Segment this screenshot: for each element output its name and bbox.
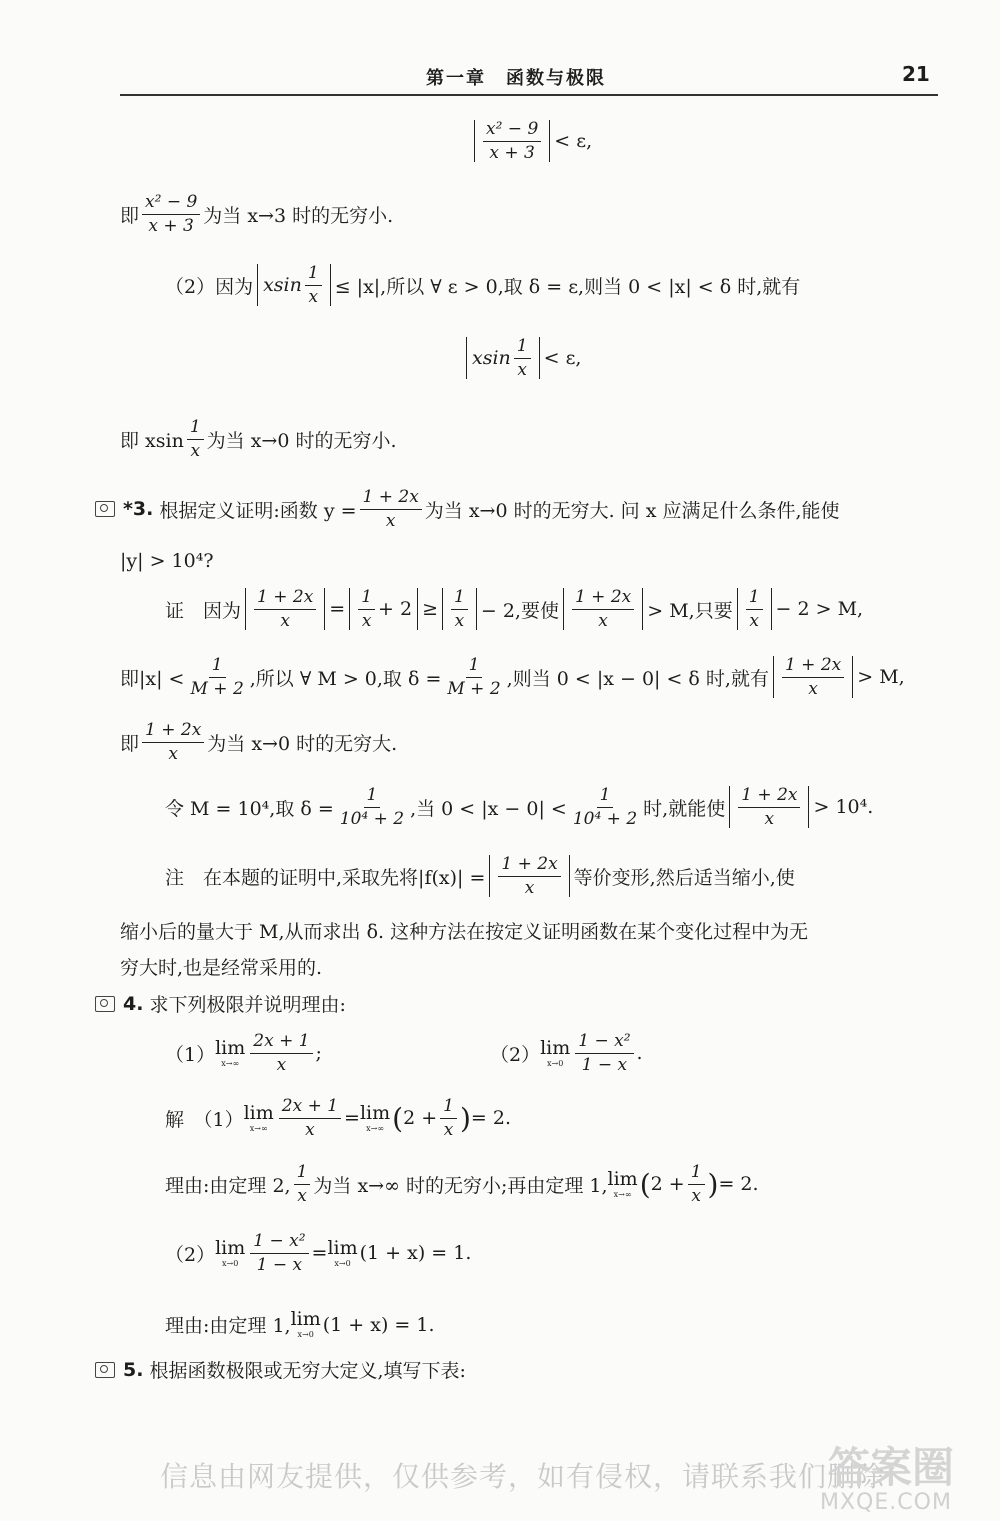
denominator: x xyxy=(305,1119,315,1140)
formula-line-1 xyxy=(470,120,592,162)
numerator: 1 xyxy=(466,656,483,678)
watermark-site: MXQE.COM xyxy=(820,1490,952,1515)
formula-line-4 xyxy=(462,337,581,379)
math-term: xsin xyxy=(472,347,511,370)
abs-value xyxy=(245,588,325,630)
lim-text: lim xyxy=(359,1101,391,1124)
numerator: 1 xyxy=(597,786,614,808)
text-span: 2 + xyxy=(650,1173,685,1196)
fraction xyxy=(250,1232,308,1274)
page-number: 21 xyxy=(902,62,930,86)
text-span: （1） xyxy=(165,1043,216,1066)
solution-1 xyxy=(165,1097,511,1139)
fraction xyxy=(250,1032,312,1074)
reason-2 xyxy=(165,1310,435,1339)
numerator: 1 xyxy=(294,1163,311,1185)
proof-line-4 xyxy=(165,786,873,828)
note-line-2 xyxy=(120,917,808,944)
text-span: 求下列极限并说明理由: xyxy=(149,994,346,1016)
abs-value xyxy=(349,588,418,630)
denominator: x + 3 xyxy=(148,215,194,236)
numerator: 1 + 2x xyxy=(360,488,422,510)
limit-operator xyxy=(215,1236,246,1268)
fraction xyxy=(142,721,204,763)
numerator: 1 xyxy=(746,588,763,610)
text-span: ) xyxy=(707,1167,719,1201)
fraction xyxy=(444,656,503,698)
text-line-2 xyxy=(120,193,393,235)
text-span: − 2 > M, xyxy=(775,598,864,621)
denominator: x xyxy=(385,510,396,531)
fraction xyxy=(337,786,407,828)
text-span: 证 因为 xyxy=(165,599,242,622)
text-span: 缩小后的量大于 M,从而求出 δ. 这种方法在按定义证明函数在某个变化过程中为无 xyxy=(120,921,809,943)
chapter-title: 第一章 函数与极限 xyxy=(426,68,606,89)
denominator: 10⁴ + 2 xyxy=(339,808,405,829)
denominator: x xyxy=(276,1054,287,1075)
numerator: 1 xyxy=(358,588,375,610)
text-span: 2 + xyxy=(403,1107,438,1130)
text-span: 为当 x→0 时的无穷小. xyxy=(206,429,397,452)
limit-operator xyxy=(607,1167,638,1199)
text-span: 根据函数极限或无穷大定义,填写下表: xyxy=(149,1360,466,1382)
lim-text: lim xyxy=(327,1236,358,1259)
text-span: (1 + x) = 1. xyxy=(322,1313,435,1336)
numerator: x² − 9 xyxy=(483,120,541,142)
text-span: ; xyxy=(315,1042,322,1065)
logo-text: 答案圈 xyxy=(828,1443,955,1492)
q4-part-2 xyxy=(490,1032,643,1074)
reason-1 xyxy=(165,1163,759,1205)
abs-value xyxy=(489,855,569,897)
denominator: x xyxy=(168,743,178,764)
text-span: 为当 x→3 时的无穷小. xyxy=(203,204,394,227)
denominator: x xyxy=(598,610,608,631)
limit-operator xyxy=(540,1036,571,1068)
fraction xyxy=(738,786,800,828)
question-number: 4. xyxy=(123,992,144,1015)
fraction xyxy=(360,488,422,530)
text-span: ( xyxy=(639,1167,651,1201)
fraction xyxy=(572,588,634,630)
text-span: ,则当 0 < |x − 0| < δ 时,就有 xyxy=(506,667,769,690)
text-span: （2）因为 xyxy=(165,275,254,298)
lim-subscript: x→∞ xyxy=(249,1123,268,1133)
question-4 xyxy=(95,990,346,1017)
denominator: x xyxy=(190,440,201,461)
denominator: x + 3 xyxy=(489,142,535,163)
numerator: 1 − x² xyxy=(250,1232,308,1254)
denominator: x xyxy=(361,610,372,631)
text-span: = xyxy=(344,1107,360,1130)
fraction xyxy=(440,1097,457,1139)
text-span: 时,就能使 xyxy=(643,797,726,820)
limit-operator xyxy=(327,1236,358,1268)
text-span: = xyxy=(311,1242,328,1265)
fraction xyxy=(782,656,844,698)
abs-value xyxy=(442,588,477,630)
numerator: 1 xyxy=(187,418,204,440)
text-line-3 xyxy=(165,264,800,306)
denominator: x xyxy=(454,610,465,631)
abs-value xyxy=(563,588,643,630)
numerator: 1 xyxy=(305,264,322,286)
text-span: 理由:由定理 2, xyxy=(165,1174,291,1197)
denominator: x xyxy=(764,808,775,829)
text-span: ≥ xyxy=(422,598,439,621)
text-span: + 2 xyxy=(378,598,413,621)
limit-operator xyxy=(359,1101,391,1133)
text-span: |y| > 10⁴? xyxy=(120,550,214,572)
denominator: 1 − x xyxy=(581,1054,628,1075)
numerator: 1 + 2x xyxy=(572,588,634,610)
text-span: > 10⁴. xyxy=(813,796,874,819)
text-span: 解 （1） xyxy=(165,1108,244,1131)
fraction xyxy=(187,418,204,460)
magnifier-icon xyxy=(95,996,115,1012)
magnifier-icon xyxy=(95,1362,115,1378)
denominator: x xyxy=(443,1119,454,1140)
denominator: x xyxy=(691,1185,701,1206)
denominator: x xyxy=(297,1185,307,1206)
text-span: （2） xyxy=(165,1243,216,1266)
lim-subscript: x→0 xyxy=(547,1058,564,1068)
lim-subscript: x→0 xyxy=(334,1258,351,1268)
question-number: 5. xyxy=(123,1358,144,1381)
lim-subscript: x→0 xyxy=(222,1258,239,1268)
text-span: 即 xyxy=(120,732,140,755)
text-span: 根据定义证明:函数 y = xyxy=(159,499,357,522)
fraction xyxy=(746,588,763,630)
text-span: ,当 0 < |x − 0| < xyxy=(410,797,567,820)
text-span: (1 + x) = 1. xyxy=(359,1242,472,1265)
text-span: > M, xyxy=(857,666,905,689)
lim-text: lim xyxy=(607,1167,638,1190)
text-span: 即|x| < xyxy=(120,667,185,690)
note-line-3 xyxy=(120,953,322,980)
denominator: x xyxy=(517,359,527,380)
numerator: 1 + 2x xyxy=(782,656,844,678)
solution-2 xyxy=(165,1232,471,1274)
fraction xyxy=(187,656,246,698)
numerator: 1 xyxy=(451,588,468,610)
fraction xyxy=(575,1032,633,1074)
fraction xyxy=(498,855,560,897)
question-3-line-2 xyxy=(120,550,214,572)
numerator: 1 xyxy=(688,1163,705,1185)
numerator: 1 xyxy=(440,1097,457,1119)
text-span: 理由:由定理 1, xyxy=(165,1315,291,1337)
denominator: 10⁴ + 2 xyxy=(572,808,638,829)
denominator: x xyxy=(308,286,319,307)
text-span: ) xyxy=(459,1101,471,1135)
lim-text: lim xyxy=(540,1036,571,1059)
text-span: 即 xyxy=(120,204,140,227)
numerator: 1 − x² xyxy=(575,1032,633,1054)
proof-line-1 xyxy=(165,588,863,630)
limit-operator xyxy=(291,1310,321,1339)
question-5 xyxy=(95,1356,466,1383)
numerator: 1 xyxy=(514,337,531,359)
lim-subscript: x→∞ xyxy=(613,1189,632,1199)
text-span: 注 在本题的证明中,采取先将|f(x)| = xyxy=(165,866,486,889)
text-span: < ε, xyxy=(543,347,582,370)
proof-line-2 xyxy=(120,656,905,698)
magnifier-icon xyxy=(95,501,115,517)
fraction xyxy=(294,1163,311,1205)
denominator: x xyxy=(280,610,290,631)
denominator: 1 − x xyxy=(256,1254,303,1275)
math-term: xsin xyxy=(263,274,302,297)
lim-text: lim xyxy=(243,1101,274,1124)
lim-text: lim xyxy=(215,1036,246,1059)
fraction xyxy=(254,588,316,630)
numerator: 2x + 1 xyxy=(279,1097,341,1119)
text-span: = 2. xyxy=(470,1107,511,1130)
denominator: x xyxy=(524,877,535,898)
fraction xyxy=(142,193,200,235)
numerator: 2x + 1 xyxy=(250,1032,312,1054)
fraction xyxy=(305,264,322,306)
fraction xyxy=(451,588,468,630)
text-span: . xyxy=(636,1042,643,1065)
denominator: M + 2 xyxy=(447,678,501,699)
numerator: 1 + 2x xyxy=(142,721,204,743)
lim-subscript: x→0 xyxy=(297,1330,314,1339)
numerator: x² − 9 xyxy=(142,193,200,215)
text-span: 即 xsin xyxy=(120,429,184,452)
text-span: 令 M = 10⁴,取 δ = xyxy=(165,797,334,820)
numerator: 1 xyxy=(364,786,381,808)
watermark-notice: 信息由网友提供，仅供参考，如有侵权，请联系我们删除 xyxy=(160,1460,886,1493)
abs-value xyxy=(737,588,772,630)
lim-subscript: x→∞ xyxy=(366,1123,384,1133)
abs-value xyxy=(257,264,331,306)
text-span: − 2,要使 xyxy=(480,599,559,622)
question-number: *3. xyxy=(123,498,154,521)
text-span: = 2. xyxy=(718,1173,759,1196)
text-span: 为当 x→0 时的无穷大. 问 x 应满足什么条件,能使 xyxy=(424,499,840,522)
numerator: 1 xyxy=(209,656,226,678)
header-rule xyxy=(120,94,938,96)
denominator: x xyxy=(808,678,818,699)
text-span: ≤ |x|,所以 ∀ ε > 0,取 δ = ε,则当 0 < |x| < δ 时,就有 xyxy=(334,275,801,298)
text-span: ( xyxy=(392,1101,404,1135)
abs-value xyxy=(729,786,809,828)
fraction xyxy=(514,337,531,379)
fraction xyxy=(279,1097,341,1139)
lim-subscript: x→∞ xyxy=(221,1058,240,1068)
numerator: 1 + 2x xyxy=(254,588,316,610)
numerator: 1 + 2x xyxy=(498,855,560,877)
text-span: > M,只要 xyxy=(647,599,733,622)
lim-text: lim xyxy=(290,1308,321,1330)
fraction xyxy=(688,1163,705,1205)
denominator: x xyxy=(749,610,759,631)
text-span: 等价变形,然后适当缩小,使 xyxy=(573,866,795,889)
numerator: 1 + 2x xyxy=(738,786,800,808)
abs-value xyxy=(466,337,540,379)
limit-operator xyxy=(215,1036,246,1068)
proof-line-3 xyxy=(120,721,397,763)
text-span: < ε, xyxy=(554,130,593,153)
text-span: = xyxy=(329,598,346,621)
text-span: 为当 x→0 时的无穷大. xyxy=(207,732,398,755)
text-span: 穷大时,也是经常采用的. xyxy=(120,957,323,979)
fraction xyxy=(570,786,640,828)
denominator: M + 2 xyxy=(190,678,244,699)
text-line-5 xyxy=(120,418,397,460)
text-span: （2） xyxy=(490,1043,541,1066)
text-span: ,所以 ∀ M > 0,取 δ = xyxy=(249,667,442,690)
abs-value xyxy=(773,656,853,698)
fraction xyxy=(483,120,541,162)
note-line-1 xyxy=(165,855,795,897)
question-3 xyxy=(95,488,840,530)
lim-text: lim xyxy=(215,1236,246,1259)
fraction xyxy=(358,588,375,630)
q4-part-1 xyxy=(165,1032,322,1074)
limit-operator xyxy=(243,1101,274,1133)
abs-value xyxy=(474,120,550,162)
text-span: 为当 x→∞ 时的无穷小;再由定理 1, xyxy=(313,1174,608,1197)
